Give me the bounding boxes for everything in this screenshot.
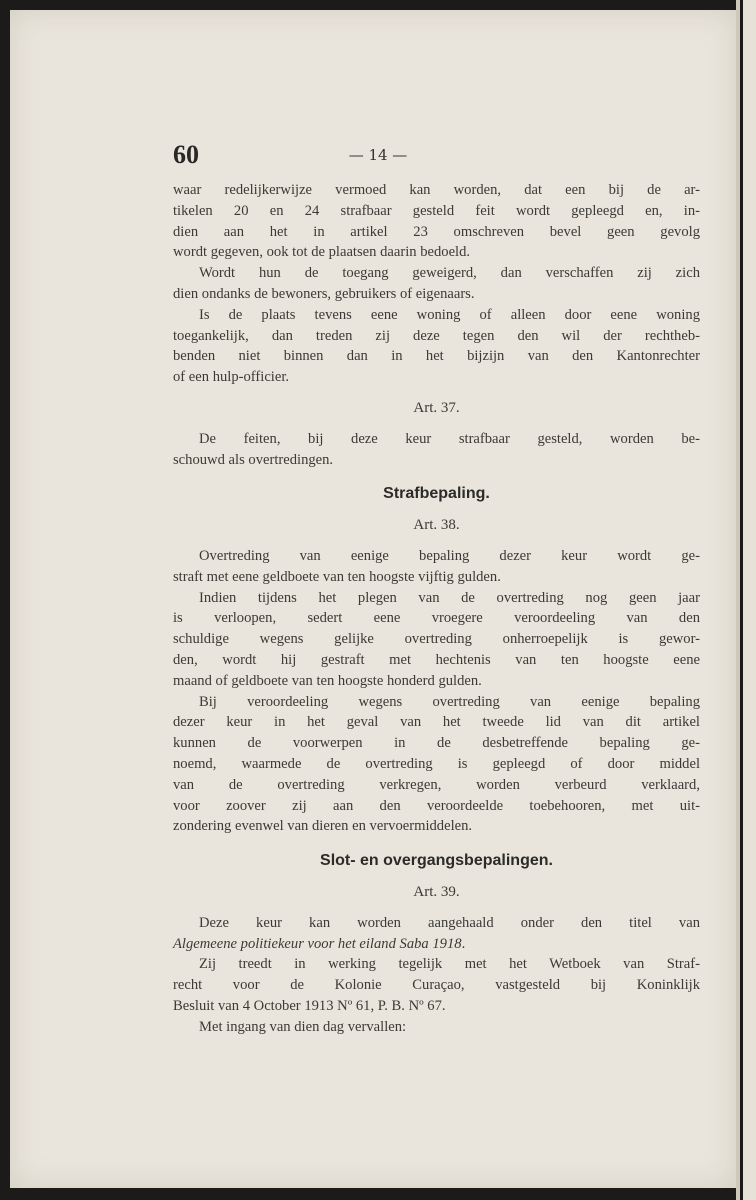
text-line: is verloopen, sedert eene vroegere veroordeeling van den (173, 610, 700, 627)
text-line: van de overtreding verkregen, worden verbeurd verklaard, (173, 776, 700, 793)
folio-number: 60 (173, 140, 199, 169)
page-number: — 14 — (348, 146, 408, 164)
text-line: Bij veroordeeling wegens overtreding van eenige bepaling (199, 693, 700, 710)
text-body (173, 180, 700, 1037)
text-line: dezer keur in het geval van het tweede lid van dit artikel (173, 714, 700, 731)
text-line: tikelen 20 en 24 strafbaar gesteld feit wordt gepleegd en, in- (173, 202, 700, 219)
text-line: Deze keur kan worden aangehaald onder den titel van (199, 914, 700, 931)
text-line: voor zoover zij aan den veroordeelde toebehooren, met uit- (173, 797, 700, 814)
text-line: kunnen de voorwerpen in de desbetreffende bepaling ge- (173, 735, 700, 752)
section-heading-slot: Slot- en overgangsbepalingen. (320, 852, 553, 870)
text-line: den, wordt hij gestraft met hechtenis van ten hoogste eene (173, 651, 700, 668)
text-line: dien ondanks de bewoners, gebruikers of eigenaars. (173, 285, 475, 302)
text-line: Is de plaats tevens eene woning of alleen door eene woning (199, 306, 700, 323)
text-line: wordt gegeven, ook tot de plaatsen daarin bedoeld. (173, 244, 471, 261)
text-line: recht voor de Kolonie Curaçao, vastgesteld bij Koninklijk (173, 977, 700, 994)
text-line: dien aan het in artikel 23 omschreven bevel geen gevolg (173, 223, 700, 240)
text-line: Wordt hun de toegang geweigerd, dan verschaffen zij zich (199, 265, 700, 282)
page-edge (736, 0, 756, 1200)
text-line: schuldige wegens gelijke overtreding onherroepelijk is gewor- (173, 631, 700, 648)
article-title-37: Art. 37. (413, 399, 460, 416)
text-line: waar redelijkerwijze vermoed kan worden, dat een bij de ar- (173, 182, 700, 198)
text-line: maand of geldboete van ten hoogste honderd gulden. (173, 672, 482, 689)
text-line-italic-title (173, 934, 700, 955)
text-line: of een hulp-officier. (173, 369, 290, 386)
text-line: Zij treedt in werking tegelijk met het Wetboek van Straf- (199, 956, 700, 973)
text-line: noemd, waarmede de overtreding is gepleegd of door middel (173, 755, 700, 772)
text-line: toegankelijk, dan treden zij deze tegen den wil der rechtheb- (173, 327, 700, 344)
text-line: Overtreding van eenige bepaling dezer keur wordt ge- (199, 547, 700, 564)
text-line: Besluit van 4 October 1913 Nº 61, P. B. Nº 67. (173, 997, 446, 1014)
italic-title: Algemeene politiekeur voor het eiland Saba 1918 (173, 935, 462, 952)
text-line: zondering evenwel van dieren en vervoermiddelen. (173, 818, 473, 835)
article-title-39: Art. 39. (413, 883, 460, 900)
italic-title-period: . (461, 935, 466, 952)
text-line: De feiten, bij deze keur strafbaar gesteld, worden be- (199, 430, 700, 447)
text-line: benden niet binnen dan in het bijzijn van den Kantonrechter (173, 348, 700, 365)
text-line: Met ingang van dien dag vervallen: (199, 1018, 407, 1035)
text-line: Indien tijdens het plegen van de overtreding nog geen jaar (199, 589, 700, 606)
text-line: schouwd als overtredingen. (173, 451, 334, 468)
text-line: straft met eene geldboete van ten hoogste vijftig gulden. (173, 568, 501, 585)
section-heading-strafbepaling: Strafbepaling. (383, 485, 490, 503)
article-title-38: Art. 38. (413, 517, 460, 534)
